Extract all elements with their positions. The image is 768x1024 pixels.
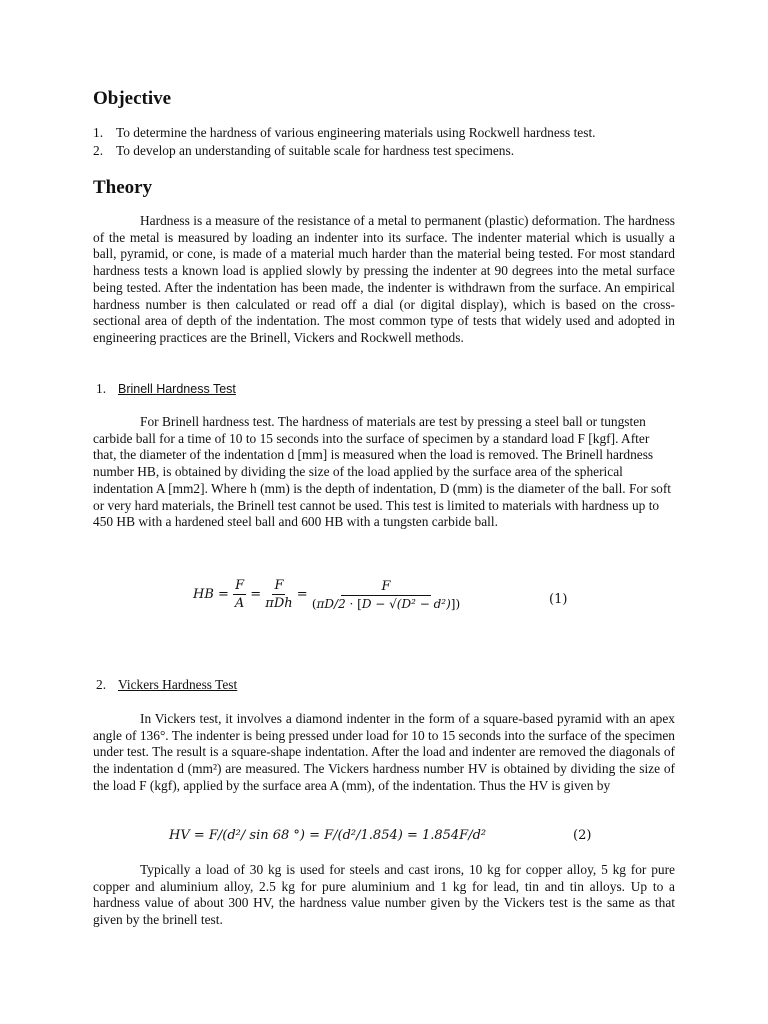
brinell-equation: HB = $\frac{F}{A}$ = $\frac{F}{\text{πDh}}$ = $\frac{F}{\text{(πD/2 · [D − √(D² − d²)])}}$ — [193, 578, 461, 611]
theory-paragraph: Hardness is a measure of the resistance of a metal to permanent (plastic) deformation. The hardness of the metal is measured by loading an indenter into its surface. The indenter material which is usually a ball, pyramid, or cone, is made of a material much harder than the material being tested. For most standard hardness tests a known load is applied slowly by pressing the indenter at 90 degrees into the metal surface being tested. After the indentation has been made, the indenter is withdrawn from the surface. An empirical hardness number is then calculated or read off a dial (or digital display), which is based on the cross-sectional area of depth of the indentation. The most common type of tests that widely used and adopted in engineering practices are the Brinell, Vickers and Rockwell methods. — [93, 213, 675, 345]
list-item: 2. To develop an understanding of suitable scale for hardness test specimens. — [93, 143, 515, 158]
objective-list — [93, 124, 693, 160]
objective-heading: Objective — [93, 88, 172, 109]
brinell-heading: 1. Brinell Hardness Test — [96, 381, 236, 396]
theory-heading: Theory — [93, 177, 153, 198]
vickers-equation: HV = F/(d²/ sin 68 °) = F/(d²/1.854) = 1.854F/d² — [169, 828, 487, 843]
vickers-paragraph: In Vickers test, it involves a diamond indenter in the form of a square-based pyramid with an apex angle of 136°. The indenter is being pressed under load for 10 to 15 seconds into the surface of the specimen under test. The result is a square-shape indentation. After the load and indenter are removed the diagonals of the indentation d (mm²) are measured. The Vickers hardness number HV is obtained by dividing the size of the load F (kgf), applied by the surface area A (mm), of the indentation. Thus the HV is given by — [93, 711, 675, 793]
equation-number: (2) — [573, 828, 592, 843]
brinell-paragraph: For Brinell hardness test. The hardness of materials are test by pressing a steel ball or tungsten carbide ball for a time of 10 to 15 seconds into the surface of specimen by a standard load F [kgf]. After that, the diameter of the indentation d [mm] is measured when the load is removed. The Brinell hardness number HB, is obtained by dividing the size of the load applied by the surface area of the spherical indentation A [mm2]. Where h (mm) is the depth of indentation, D (mm) is the diameter of the ball. For soft or very hard materials, the Brinell test cannot be used. This test is limited to materials with hardness up to 450 HB with a hardened steel ball and 600 HB with a tungsten carbide ball. — [93, 414, 672, 530]
list-item: 1. To determine the hardness of various engineering materials using Rockwell hardness test. — [93, 125, 596, 140]
vickers-heading: 2. Vickers Hardness Test — [96, 677, 238, 692]
equation-number: (1) — [549, 592, 568, 607]
vickers-followup-paragraph: Typically a load of 30 kg is used for steels and cast irons, 10 kg for copper alloy, 5 kg for pure copper and aluminium alloy, 2.5 kg for pure aluminium and 1 kg for lead, tin and tin alloys. Up to a hardness value of about 300 HV, the hardness value number given by the Vickers test is the same as that given by the brinell test. — [93, 862, 675, 928]
